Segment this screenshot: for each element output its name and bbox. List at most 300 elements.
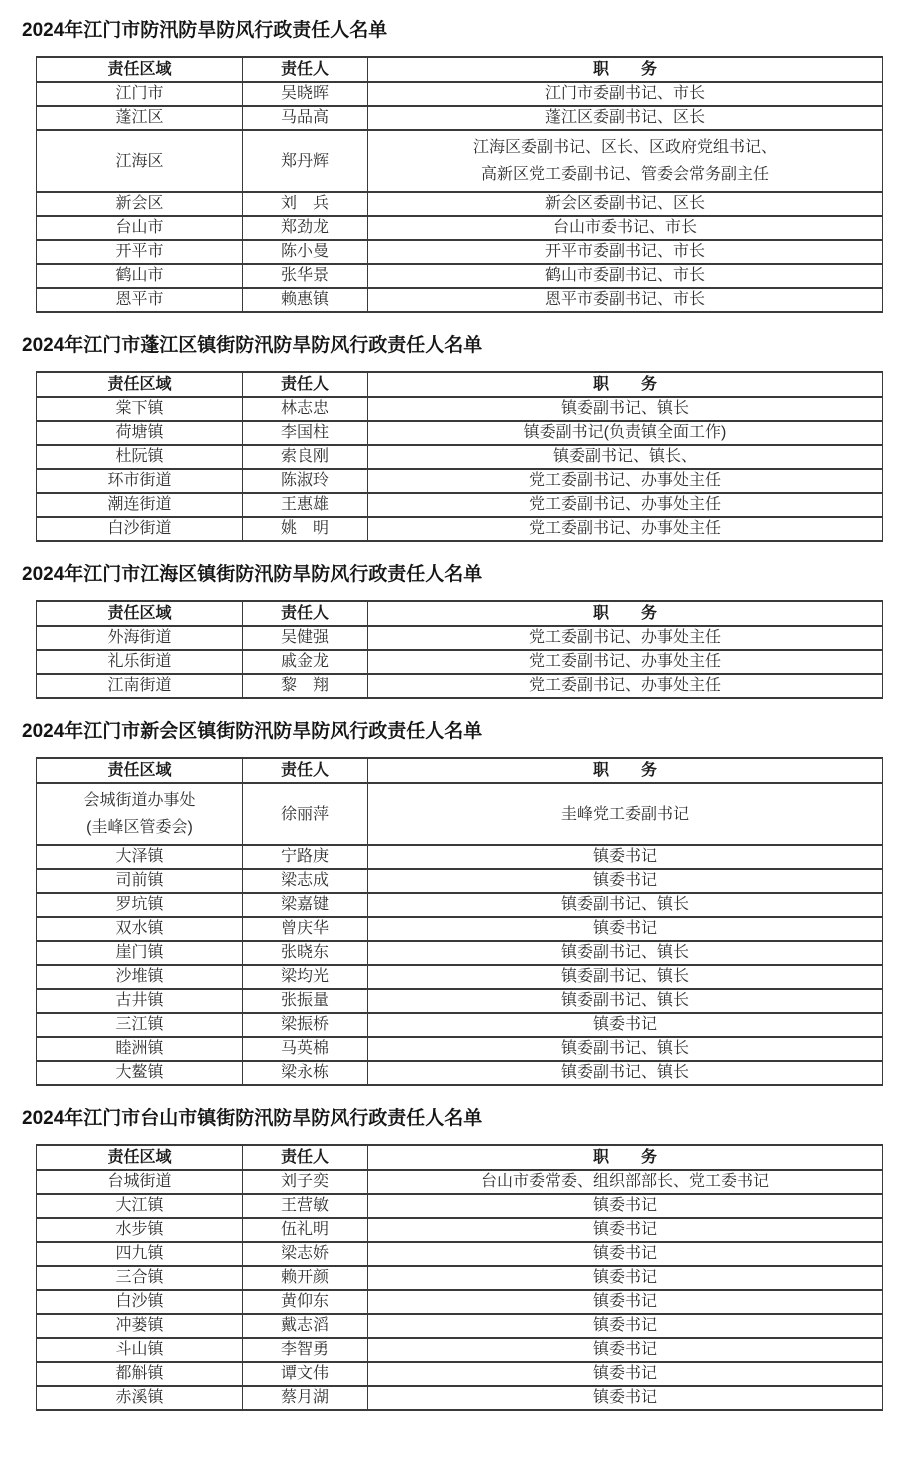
cell-line: 罗坑镇: [115, 896, 164, 913]
cell-line: 镇委书记: [592, 1389, 657, 1406]
cell-line: 职 务: [592, 605, 657, 622]
table-row: [37, 650, 883, 674]
cell-line: 杜阮镇: [115, 448, 164, 465]
area-cell: [37, 1338, 243, 1362]
area-cell: [37, 1242, 243, 1266]
table-row: [37, 869, 883, 893]
cell-line: 镇委书记: [592, 872, 657, 889]
table-row: [37, 1170, 883, 1194]
responsibility-table: [36, 56, 883, 313]
table-row: [37, 845, 883, 869]
cell-line: 王惠雄: [280, 496, 329, 513]
area-cell: [37, 1290, 243, 1314]
table-row: [37, 941, 883, 965]
cell-line: 职 务: [592, 376, 657, 393]
cell-line: 刘 兵: [280, 195, 329, 212]
cell-line: 戚金龙: [280, 653, 329, 670]
table-row: [37, 493, 883, 517]
duty-cell: [368, 1013, 883, 1037]
cell-line: 恩平市: [115, 291, 164, 308]
cell-line: 鹤山市: [115, 267, 164, 284]
cell-line: 镇委书记: [592, 1221, 657, 1238]
person-cell: [243, 650, 368, 674]
cell-line: 大江镇: [115, 1197, 164, 1214]
cell-line: 职 务: [592, 762, 657, 779]
responsibility-section: [22, 719, 884, 1086]
cell-line: 开平市: [115, 243, 164, 260]
cell-line: 潮连街道: [107, 496, 172, 513]
cell-line: (圭峰区管委会): [86, 819, 193, 836]
area-cell: [37, 1194, 243, 1218]
header-row: [37, 372, 883, 397]
duty-cell: [368, 264, 883, 288]
cell-line: 新会区: [115, 195, 164, 212]
header-row: [37, 1145, 883, 1170]
cell-line: 党工委副书记、办事处主任: [528, 496, 721, 513]
section-title: 2024年江门市江海区镇街防汛防旱防风行政责任人名单: [22, 564, 483, 585]
cell-line: 梁振桥: [280, 1016, 329, 1033]
cell-line: 责任人: [280, 61, 329, 78]
person-cell: [243, 1290, 368, 1314]
cell-line: 新会区委副书记、区长: [544, 195, 705, 212]
duty-cell: [368, 869, 883, 893]
table-row: [37, 82, 883, 106]
person-cell: [243, 445, 368, 469]
cell-line: 三江镇: [115, 1016, 164, 1033]
cell-line: 李国柱: [280, 424, 329, 441]
person-cell: [243, 626, 368, 650]
area-cell: [37, 1170, 243, 1194]
person-cell: [243, 1362, 368, 1386]
cell-line: 党工委副书记、办事处主任: [528, 653, 721, 670]
area-cell: [37, 965, 243, 989]
area-header: [37, 601, 243, 626]
person-cell: [243, 240, 368, 264]
area-cell: [37, 493, 243, 517]
duty-header: [368, 372, 883, 397]
cell-line: 曾庆华: [280, 920, 329, 937]
duty-cell: [368, 989, 883, 1013]
cell-line: 职 务: [592, 1149, 657, 1166]
section-title: 2024年江门市台山市镇街防汛防旱防风行政责任人名单: [22, 1108, 483, 1129]
person-cell: [243, 397, 368, 421]
person-cell: [243, 989, 368, 1013]
responsibility-table: [36, 600, 883, 699]
area-cell: [37, 82, 243, 106]
table-row: [37, 397, 883, 421]
cell-line: 圭峰党工委副书记: [560, 805, 689, 823]
table-row: [37, 783, 883, 845]
table-row: [37, 1218, 883, 1242]
cell-line: 党工委副书记、办事处主任: [528, 677, 721, 694]
cell-line: 梁嘉键: [280, 896, 329, 913]
cell-line: 李智勇: [280, 1341, 329, 1358]
cell-line: 张振量: [280, 992, 329, 1009]
cell-line: 镇委副书记、镇长: [560, 944, 689, 961]
cell-line: 职 务: [592, 61, 657, 78]
cell-line: 高新区党工委副书记、管委会常务副主任: [480, 166, 769, 183]
area-header: [37, 57, 243, 82]
cell-line: 镇委书记: [592, 1341, 657, 1358]
cell-line: 蓬江区委副书记、区长: [544, 109, 705, 126]
cell-line: 责任区域: [107, 1149, 172, 1166]
cell-line: 责任区域: [107, 762, 172, 779]
table-row: [37, 1242, 883, 1266]
duty-cell: [368, 1362, 883, 1386]
area-cell: [37, 264, 243, 288]
area-cell: [37, 469, 243, 493]
table-row: [37, 1338, 883, 1362]
cell-line: 谭文伟: [280, 1365, 329, 1382]
person-cell: [243, 893, 368, 917]
cell-line: 江海区: [115, 152, 164, 170]
cell-line: 责任人: [280, 762, 329, 779]
duty-cell: [368, 650, 883, 674]
cell-line: 林志忠: [280, 400, 329, 417]
section-title: 2024年江门市新会区镇街防汛防旱防风行政责任人名单: [22, 721, 483, 742]
cell-line: 镇委书记: [592, 920, 657, 937]
table-row: [37, 1290, 883, 1314]
cell-line: 马英棉: [280, 1040, 329, 1057]
cell-line: 江海区委副书记、区长、区政府党组书记、: [472, 139, 777, 156]
area-cell: [37, 917, 243, 941]
duty-header: [368, 1145, 883, 1170]
cell-line: 陈淑玲: [280, 472, 329, 489]
cell-line: 徐丽萍: [280, 805, 329, 823]
duty-cell: [368, 82, 883, 106]
responsibility-section: [22, 333, 884, 542]
cell-line: 会城街道办事处: [83, 792, 196, 809]
person-cell: [243, 1338, 368, 1362]
person-cell: [243, 82, 368, 106]
duty-header: [368, 601, 883, 626]
person-cell: [243, 493, 368, 517]
duty-cell: [368, 397, 883, 421]
cell-line: 外海街道: [107, 629, 172, 646]
duty-cell: [368, 1194, 883, 1218]
cell-line: 马品高: [280, 109, 329, 126]
cell-line: 镇委书记: [592, 1269, 657, 1286]
person-cell: [243, 869, 368, 893]
person-cell: [243, 1194, 368, 1218]
duty-header: [368, 57, 883, 82]
duty-cell: [368, 469, 883, 493]
person-cell: [243, 216, 368, 240]
area-cell: [37, 1314, 243, 1338]
cell-line: 镇委副书记、镇长、: [552, 448, 697, 465]
table-row: [37, 192, 883, 216]
cell-line: 台山市委书记、市长: [552, 219, 697, 236]
area-cell: [37, 893, 243, 917]
cell-line: 台山市: [115, 219, 164, 236]
cell-line: 镇委书记: [592, 848, 657, 865]
table-row: [37, 917, 883, 941]
area-cell: [37, 941, 243, 965]
cell-line: 宁路庚: [280, 848, 329, 865]
person-cell: [243, 1218, 368, 1242]
duty-cell: [368, 1290, 883, 1314]
cell-line: 镇委书记: [592, 1317, 657, 1334]
table-row: [37, 469, 883, 493]
cell-line: 镇委副书记、镇长: [560, 992, 689, 1009]
person-cell: [243, 469, 368, 493]
area-header: [37, 372, 243, 397]
cell-line: 睦洲镇: [115, 1040, 164, 1057]
area-cell: [37, 288, 243, 312]
cell-line: 镇委书记: [592, 1365, 657, 1382]
cell-line: 戴志滔: [280, 1317, 329, 1334]
duty-cell: [368, 445, 883, 469]
cell-line: 刘子奕: [280, 1173, 329, 1190]
area-header: [37, 1145, 243, 1170]
duty-header: [368, 758, 883, 783]
area-cell: [37, 397, 243, 421]
duty-cell: [368, 1386, 883, 1410]
cell-line: 都斛镇: [115, 1365, 164, 1382]
duty-cell: [368, 845, 883, 869]
cell-line: 镇委书记: [592, 1245, 657, 1262]
cell-line: 责任人: [280, 1149, 329, 1166]
person-cell: [243, 674, 368, 698]
person-cell: [243, 264, 368, 288]
cell-line: 司前镇: [115, 872, 164, 889]
table-row: [37, 240, 883, 264]
table-row: [37, 421, 883, 445]
duty-cell: [368, 106, 883, 130]
cell-line: 江门市: [115, 85, 164, 102]
cell-line: 伍礼明: [280, 1221, 329, 1238]
cell-line: 台城街道: [107, 1173, 172, 1190]
cell-line: 台山市委常委、组织部部长、党工委书记: [480, 1173, 769, 1190]
cell-line: 古井镇: [115, 992, 164, 1009]
table-row: [37, 1362, 883, 1386]
duty-cell: [368, 1218, 883, 1242]
person-cell: [243, 965, 368, 989]
area-cell: [37, 650, 243, 674]
cell-line: 恩平市委副书记、市长: [544, 291, 705, 308]
cell-line: 梁均光: [280, 968, 329, 985]
cell-line: 开平市委副书记、市长: [544, 243, 705, 260]
cell-line: 张晓东: [280, 944, 329, 961]
header-row: [37, 758, 883, 783]
cell-line: 蔡月湖: [280, 1389, 329, 1406]
cell-line: 白沙镇: [115, 1293, 164, 1310]
person-header: [243, 758, 368, 783]
cell-line: 张华景: [280, 267, 329, 284]
cell-line: 吴晓晖: [280, 85, 329, 102]
area-cell: [37, 1013, 243, 1037]
person-cell: [243, 1170, 368, 1194]
area-cell: [37, 216, 243, 240]
cell-line: 镇委书记: [592, 1197, 657, 1214]
cell-line: 党工委副书记、办事处主任: [528, 472, 721, 489]
area-cell: [37, 1266, 243, 1290]
person-cell: [243, 1061, 368, 1085]
responsibility-section: [22, 562, 884, 699]
cell-line: 江门市委副书记、市长: [544, 85, 705, 102]
cell-line: 环市街道: [107, 472, 172, 489]
area-cell: [37, 106, 243, 130]
cell-line: 镇委书记: [592, 1016, 657, 1033]
duty-cell: [368, 1170, 883, 1194]
cell-line: 姚 明: [280, 520, 329, 537]
duty-cell: [368, 216, 883, 240]
cell-line: 蓬江区: [115, 109, 164, 126]
cell-line: 郑劲龙: [280, 219, 329, 236]
cell-line: 赖惠镇: [280, 291, 329, 308]
cell-line: 责任区域: [107, 376, 172, 393]
table-row: [37, 1194, 883, 1218]
cell-line: 党工委副书记、办事处主任: [528, 629, 721, 646]
duty-cell: [368, 493, 883, 517]
cell-line: 水步镇: [115, 1221, 164, 1238]
cell-line: 镇委副书记、镇长: [560, 1040, 689, 1057]
area-cell: [37, 1386, 243, 1410]
cell-line: 镇委副书记、镇长: [560, 896, 689, 913]
area-cell: [37, 240, 243, 264]
person-header: [243, 1145, 368, 1170]
table-row: [37, 1037, 883, 1061]
person-cell: [243, 106, 368, 130]
cell-line: 四九镇: [115, 1245, 164, 1262]
duty-cell: [368, 1266, 883, 1290]
area-header: [37, 758, 243, 783]
table-row: [37, 1013, 883, 1037]
cell-line: 荷塘镇: [115, 424, 164, 441]
table-row: [37, 1314, 883, 1338]
person-cell: [243, 917, 368, 941]
area-cell: [37, 674, 243, 698]
cell-line: 赖开颜: [280, 1269, 329, 1286]
person-cell: [243, 941, 368, 965]
person-cell: [243, 421, 368, 445]
duty-cell: [368, 517, 883, 541]
duty-cell: [368, 674, 883, 698]
cell-line: 镇委副书记、镇长: [560, 400, 689, 417]
area-cell: [37, 869, 243, 893]
person-header: [243, 601, 368, 626]
responsibility-table: [36, 371, 883, 542]
duty-cell: [368, 965, 883, 989]
section-title: 2024年江门市防汛防旱防风行政责任人名单: [22, 20, 388, 41]
duty-cell: [368, 941, 883, 965]
table-row: [37, 445, 883, 469]
cell-line: 白沙街道: [107, 520, 172, 537]
area-cell: [37, 192, 243, 216]
duty-cell: [368, 1061, 883, 1085]
table-row: [37, 674, 883, 698]
cell-line: 王营敏: [280, 1197, 329, 1214]
cell-line: 责任区域: [107, 61, 172, 78]
duty-cell: [368, 1314, 883, 1338]
duty-cell: [368, 783, 883, 845]
area-cell: [37, 845, 243, 869]
cell-line: 责任人: [280, 605, 329, 622]
cell-line: 梁永栋: [280, 1064, 329, 1081]
person-cell: [243, 288, 368, 312]
table-row: [37, 517, 883, 541]
cell-line: 陈小曼: [280, 243, 329, 260]
cell-line: 江南街道: [107, 677, 172, 694]
responsibility-section: [22, 18, 884, 313]
person-cell: [243, 1386, 368, 1410]
sections-container: [22, 18, 884, 1411]
cell-line: 责任区域: [107, 605, 172, 622]
area-cell: [37, 783, 243, 845]
cell-line: 党工委副书记、办事处主任: [528, 520, 721, 537]
area-cell: [37, 130, 243, 192]
responsibility-table: [36, 1144, 883, 1411]
duty-cell: [368, 240, 883, 264]
table-row: [37, 1386, 883, 1410]
cell-line: 大泽镇: [115, 848, 164, 865]
cell-line: 梁志娇: [280, 1245, 329, 1262]
cell-line: 索良刚: [280, 448, 329, 465]
duty-cell: [368, 288, 883, 312]
table-row: [37, 1061, 883, 1085]
area-cell: [37, 421, 243, 445]
area-cell: [37, 626, 243, 650]
cell-line: 镇委副书记、镇长: [560, 968, 689, 985]
cell-line: 镇委副书记(负责镇全面工作): [523, 424, 727, 441]
cell-line: 黄仰东: [280, 1293, 329, 1310]
table-row: [37, 893, 883, 917]
cell-line: 镇委书记: [592, 1293, 657, 1310]
cell-line: 郑丹辉: [280, 152, 329, 170]
person-cell: [243, 845, 368, 869]
person-header: [243, 372, 368, 397]
person-cell: [243, 517, 368, 541]
table-row: [37, 106, 883, 130]
responsibility-table: [36, 757, 883, 1086]
duty-cell: [368, 626, 883, 650]
area-cell: [37, 1218, 243, 1242]
cell-line: 三合镇: [115, 1269, 164, 1286]
header-row: [37, 601, 883, 626]
area-cell: [37, 445, 243, 469]
area-cell: [37, 989, 243, 1013]
person-cell: [243, 1314, 368, 1338]
cell-line: 大鳌镇: [115, 1064, 164, 1081]
duty-cell: [368, 421, 883, 445]
duty-cell: [368, 130, 883, 192]
cell-line: 责任人: [280, 376, 329, 393]
header-row: [37, 57, 883, 82]
area-cell: [37, 517, 243, 541]
area-cell: [37, 1362, 243, 1386]
person-cell: [243, 1242, 368, 1266]
duty-cell: [368, 1338, 883, 1362]
person-cell: [243, 130, 368, 192]
cell-line: 冲蒌镇: [115, 1317, 164, 1334]
table-row: [37, 626, 883, 650]
person-header: [243, 57, 368, 82]
table-row: [37, 130, 883, 192]
cell-line: 梁志成: [280, 872, 329, 889]
cell-line: 沙堆镇: [115, 968, 164, 985]
table-row: [37, 216, 883, 240]
cell-line: 崖门镇: [115, 944, 164, 961]
duty-cell: [368, 192, 883, 216]
person-cell: [243, 783, 368, 845]
table-row: [37, 264, 883, 288]
duty-cell: [368, 1037, 883, 1061]
cell-line: 斗山镇: [115, 1341, 164, 1358]
cell-line: 吴健强: [280, 629, 329, 646]
responsibility-section: [22, 1106, 884, 1411]
table-row: [37, 965, 883, 989]
cell-line: 礼乐街道: [107, 653, 172, 670]
